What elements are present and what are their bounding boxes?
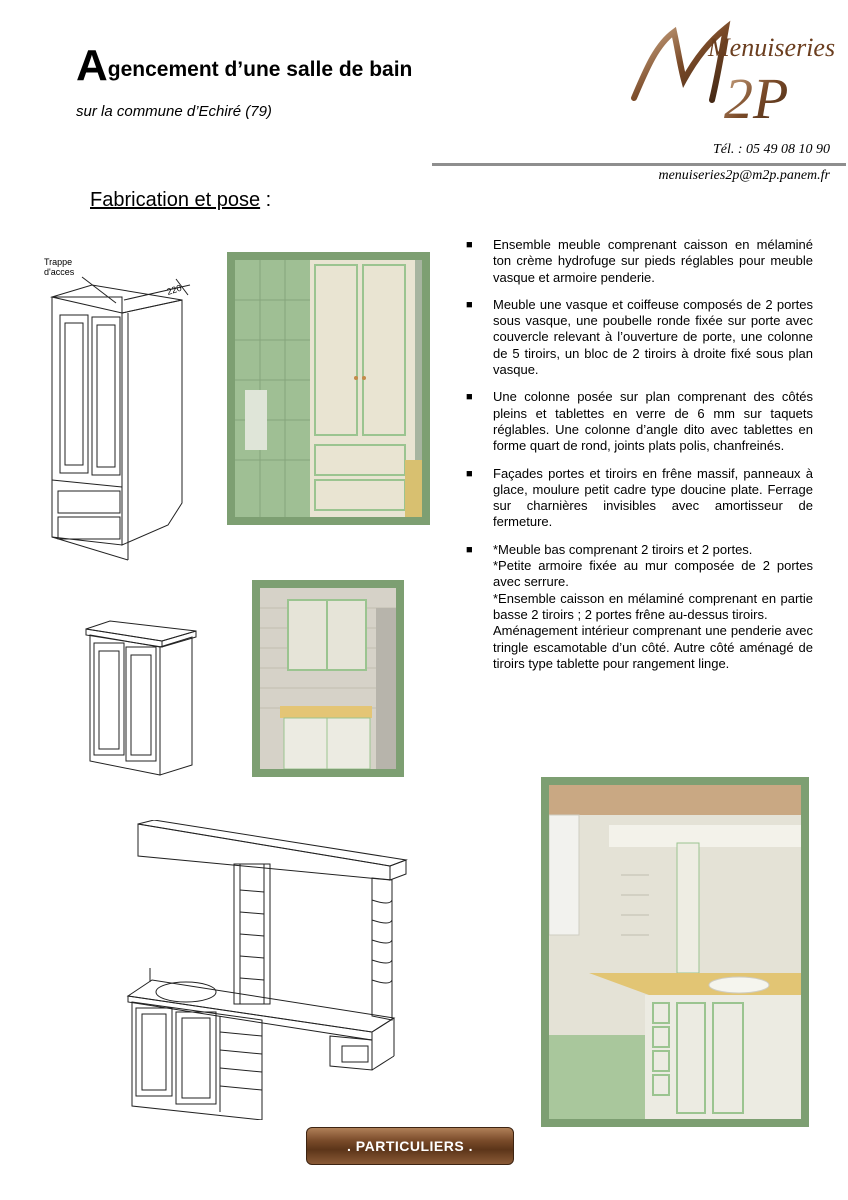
vanity-drawing bbox=[122, 820, 412, 1120]
list-item: ■ Meuble une vasque et coiffeuse composés de 2 portes sous vasque, une poubelle ronde fixée sur porte avec couvercle relevant à l’ouverture de porte, une colonne de 5 tiroirs, un bloc de 2 tiroirs à droite fixé sous plan vasque. bbox=[466, 296, 813, 378]
photo-bathroom bbox=[541, 777, 809, 1127]
svg-text:2P: 2P bbox=[724, 66, 789, 130]
bullet-icon: ■ bbox=[466, 391, 473, 404]
bullet-icon: ■ bbox=[466, 298, 473, 311]
particuliers-button[interactable] bbox=[306, 1127, 514, 1165]
list-item: ■ Ensemble meuble comprenant caisson en mélaminé ton crème hydrofuge sur pieds réglables pour meuble vasque et armoire penderie. bbox=[466, 237, 813, 285]
svg-text:d'acces: d'acces bbox=[44, 267, 75, 277]
list-item: ■ Une colonne posée sur plan comprenant des côtés pleins et tablettes en verre de 6 mm sur taquets réglables. Une colonne d’angle dito avec tablettes en forme quart de rond, joints plats polis, chanfreinés. bbox=[466, 389, 813, 454]
photo-vanity bbox=[252, 580, 404, 777]
cabinet-drawing bbox=[82, 615, 202, 780]
list-item: ■ *Meuble bas comprenant 2 tiroirs et 2 portes. *Petite armoire fixée au mur composée de 2 portes avec serrure. *Ensemble caisson en mélaminé comprenant en partie basse 2 tiroirs ; 2 portes frêne au-dessus tiroirs. Aménagement intérieur comprenant une penderie avec tringle escamotable d’un côté. Autre côté aménagé de tiroirs type tablette pour rangement linge. bbox=[466, 541, 813, 671]
title-rest: gencement d’une salle de bain bbox=[107, 58, 413, 81]
particuliers-label: . PARTICULIERS . bbox=[347, 1138, 473, 1154]
header-divider bbox=[432, 163, 846, 166]
company-logo bbox=[626, 20, 836, 130]
email-link[interactable]: menuiseries2p@m2p.panem.fr bbox=[658, 168, 830, 183]
list-item: ■ Façades portes et tiroirs en frêne massif, panneaux à glace, moulure petit cadre type doucine plate. Ferrage sur charnières invisibles avec amortisseur de fermeture. bbox=[466, 465, 813, 530]
specs-list bbox=[466, 237, 813, 683]
bullet-icon: ■ bbox=[466, 239, 473, 251]
wardrobe-drawing bbox=[40, 255, 210, 565]
svg-text:Menuiseries: Menuiseries bbox=[708, 33, 836, 62]
title-initial: A bbox=[76, 41, 108, 90]
photo-wardrobe bbox=[227, 252, 430, 525]
phone-number: Tél. : 05 49 08 10 90 bbox=[712, 142, 830, 157]
svg-text:220: 220 bbox=[165, 282, 183, 297]
page-title bbox=[76, 41, 413, 90]
page-subtitle: sur la commune d’Echiré (79) bbox=[76, 103, 272, 120]
svg-text:Trappe: Trappe bbox=[44, 257, 73, 267]
bullet-icon: ■ bbox=[466, 543, 473, 556]
section-heading: Fabrication et pose : bbox=[90, 189, 272, 211]
bullet-icon: ■ bbox=[466, 467, 473, 480]
